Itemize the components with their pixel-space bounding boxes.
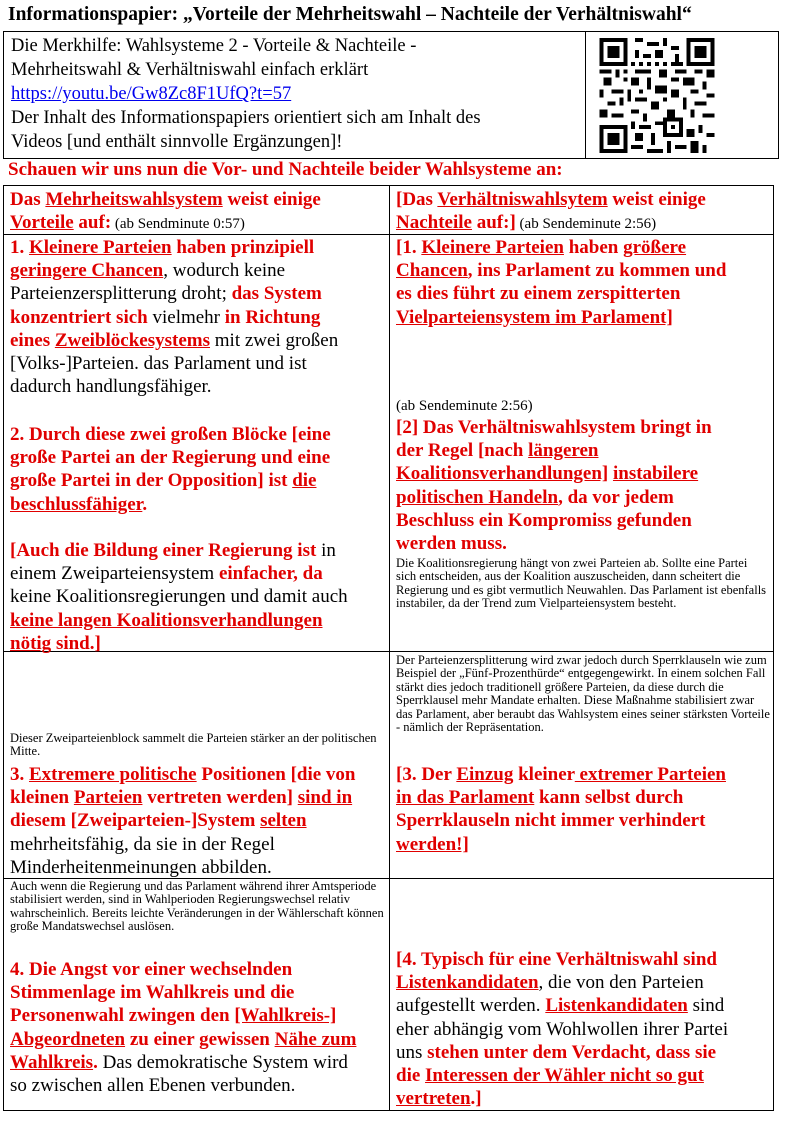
- text-fragment: die: [396, 1065, 426, 1087]
- text-fragment: konzentriert sich: [10, 306, 148, 328]
- video-info-box: [3, 31, 779, 159]
- text-fragment: in: [316, 540, 336, 561]
- text-fragment: Extremere politische: [29, 764, 197, 785]
- info-line: Mehrheitswahl & Verhältniswahl einfach erklärt: [11, 60, 369, 80]
- text-fragment: das System: [231, 283, 322, 305]
- text-fragment: [Auch die Bildung einer Regierung ist: [10, 540, 317, 561]
- text-fragment: [Das: [396, 189, 438, 210]
- text-fragment: Chancen: [396, 260, 468, 282]
- text-fragment: vertreten werden]: [142, 787, 298, 809]
- text-fragment: dadurch handlungsfähiger.: [10, 376, 212, 398]
- text-fragment: sind.]: [51, 632, 101, 654]
- text-fragment: Parteien: [73, 787, 143, 809]
- text-fragment: stehen unter dem Verdacht, dass sie: [427, 1041, 717, 1063]
- text-fragment: in das Parlament: [396, 787, 535, 809]
- text-fragment: Listenkandidaten: [545, 995, 688, 1017]
- left-point-government: [10, 539, 386, 655]
- text-fragment: Nachteile: [396, 212, 472, 234]
- text-fragment: [2] Das Verhältniswahlsystem bringt in: [396, 417, 712, 438]
- right-point-2: [396, 416, 770, 555]
- text-fragment: vielmehr: [147, 306, 225, 328]
- text-fragment: .]: [470, 1088, 482, 1110]
- text-fragment: kann selbst durch: [534, 787, 684, 809]
- text-fragment: weist einige: [607, 189, 706, 210]
- text-fragment: vertreten: [396, 1088, 471, 1110]
- text-fragment: Personenwahl zwingen den: [10, 1005, 235, 1027]
- text-fragment: [3. Der: [396, 764, 457, 785]
- text-fragment: sind in: [297, 787, 353, 809]
- text-fragment: in Richtung: [224, 306, 321, 328]
- right-note-1: [396, 557, 770, 611]
- text-fragment: 1.: [10, 237, 29, 258]
- text-fragment: Zweiblöckesystems: [54, 329, 211, 351]
- section-heading: Schauen wir uns nun die Vor- und Nachteile beider Wahlsysteme an:: [8, 159, 563, 180]
- comparison-table: [3, 185, 774, 1111]
- qr-code-cell: [585, 32, 781, 158]
- right-column-header: [396, 188, 770, 236]
- right-point-1: [396, 236, 770, 329]
- text-fragment: Interessen der Wähler nicht so gut: [425, 1065, 704, 1087]
- text-fragment: Das: [10, 189, 46, 210]
- text-fragment: keine Koalitionsregierungen und damit auch: [10, 586, 348, 608]
- text-fragment: aufgestellt werden.: [396, 995, 546, 1017]
- text-fragment: keine langen Koalitionsverhandlungen: [10, 609, 323, 631]
- text-fragment: , die von den Parteien: [538, 972, 704, 994]
- qr-code-icon: [599, 38, 715, 153]
- text-fragment: Listenkandidaten: [396, 972, 539, 994]
- text-fragment: Auch wenn die Regierung und das Parlament während ihrer Amtsperiode stabilisiert werden, sind in Wahlperioden Regierungswechsel relativ wahrscheinlich. Bereits leichte Veränderungen in der Wählerschaft können große Mandatswechsel auslösen.: [10, 879, 384, 934]
- text-fragment: Kleinere Parteien: [29, 237, 172, 258]
- text-fragment: Koalitionsverhandlungen]: [396, 463, 609, 485]
- text-fragment: längeren: [528, 440, 599, 462]
- text-fragment: Stimmenlage im Wahlkreis und die: [10, 982, 295, 1004]
- text-fragment: [Volks-]Parteien. das Parlament und ist: [10, 353, 307, 375]
- text-fragment: Positionen [die von: [196, 764, 356, 785]
- text-fragment: mit zwei großen: [210, 329, 339, 351]
- text-fragment: .: [142, 493, 148, 515]
- text-fragment: beschlussfähiger: [10, 493, 143, 515]
- text-fragment: , da vor jedem: [558, 486, 674, 508]
- text-fragment: Das demokratische System wird: [97, 1051, 348, 1073]
- text-fragment: [1.: [396, 237, 422, 258]
- text-fragment: 4. Die Angst vor einer wechselnden: [10, 959, 293, 980]
- text-fragment: Minderheitenmeinungen abbilden.: [10, 856, 272, 878]
- text-fragment: werden muss.: [396, 533, 507, 555]
- right-point-4: [396, 948, 770, 1110]
- text-fragment: so zwischen allen Ebenen verbunden.: [10, 1075, 296, 1097]
- text-fragment: 3.: [10, 764, 29, 785]
- text-fragment: weist einige: [222, 189, 321, 210]
- text-fragment: 2. Durch diese zwei großen Blöcke [eine: [10, 424, 331, 445]
- text-fragment: (ab Sendeminute 2:56): [515, 216, 657, 233]
- text-fragment: große Partei in der Opposition] ist: [10, 470, 293, 492]
- left-point-1: [10, 236, 386, 398]
- text-fragment: Dieser Zweiparteienblock sammelt die Parteien stärker an der politischen Mitte.: [10, 731, 377, 759]
- text-fragment: selten: [260, 810, 307, 832]
- text-fragment: , ins Parlament zu kommen und: [467, 260, 727, 282]
- text-fragment: kleiner: [513, 764, 575, 785]
- text-fragment: größere: [623, 237, 687, 258]
- text-fragment: Abgeordneten: [10, 1028, 126, 1050]
- left-point-3: [10, 763, 386, 879]
- text-fragment: zu einer gewissen: [125, 1028, 275, 1050]
- text-fragment: sind: [687, 995, 725, 1017]
- text-fragment: Einzug: [456, 764, 514, 785]
- text-fragment: extremer Parteien: [574, 764, 726, 785]
- text-fragment: , wodurch keine: [163, 260, 286, 282]
- text-fragment: auf:: [73, 212, 112, 234]
- video-link[interactable]: https://youtu.be/Gw8Zc8F1UfQ?t=57: [11, 84, 292, 104]
- text-fragment: [4. Typisch für eine Verhältniswahl sind: [396, 949, 717, 970]
- text-fragment: einem Zweiparteiensystem: [10, 563, 219, 585]
- text-fragment: haben: [563, 237, 624, 258]
- right-timestamp: [396, 398, 770, 415]
- text-fragment: haben prinzipiell: [171, 237, 315, 258]
- right-note-2: [396, 654, 770, 734]
- left-note-1: [10, 732, 386, 759]
- text-fragment: es dies führt zu einem zerspitterten: [396, 283, 681, 305]
- text-fragment: Vorteile: [10, 212, 74, 234]
- text-fragment: Der Parteienzersplitterung wird zwar jedoch durch Sperrklauseln wie zum Beispiel der „Fünf-Prozenthürde“ entgegengewirkt. In einem solchen Fall stärkt dies jedoch traditionell größere Parteien, da diese durch die Sperrklausel mehr Mandate erhalten. Diese Maßnahme stabilisiert zwar das Parlament, aber beraubt das Wahlsystem eines seiner stärksten Vorteile - nämlich der Repräsentation.: [396, 653, 770, 735]
- text-fragment: Sperrklauseln nicht immer verhindert: [396, 810, 706, 832]
- text-fragment: (ab Sendminute 0:57): [111, 216, 245, 233]
- text-fragment: nötig: [10, 632, 52, 654]
- text-fragment: werden!]: [396, 833, 469, 855]
- text-fragment: politischen Handeln: [396, 486, 559, 508]
- text-fragment: Vielparteiensystem im Parlament]: [396, 306, 673, 328]
- text-fragment: Beschluss ein Kompromiss gefunden: [396, 509, 692, 531]
- text-fragment: uns: [396, 1041, 428, 1063]
- text-fragment: Parteienzersplitterung droht;: [10, 283, 232, 305]
- text-fragment: große Partei an der Regierung und eine: [10, 447, 331, 469]
- text-fragment: instabilere: [612, 463, 699, 485]
- video-info-text: [11, 34, 571, 154]
- left-point-2: [10, 423, 386, 516]
- left-column-header: [10, 188, 386, 236]
- text-fragment: einfacher, da: [218, 563, 323, 585]
- text-fragment: (ab Sendeminute 2:56): [396, 398, 533, 414]
- left-note-2: [10, 880, 386, 934]
- text-fragment: die: [292, 470, 317, 492]
- text-fragment: auf:]: [471, 212, 516, 234]
- text-fragment: Verhältniswahlsytem: [437, 189, 608, 210]
- column-divider: [389, 186, 390, 1110]
- text-fragment: diesem [Zweiparteien-]System: [10, 810, 261, 832]
- info-line: Der Inhalt des Informationspapiers orientiert sich am Inhalt des: [11, 108, 481, 128]
- text-fragment: Die Koalitionsregierung hängt von zwei Parteien ab. Sollte eine Partei sich entscheiden, aus der Koalition auszuscheiden, dann scheitert die Regierung und es gibt vermutlich Neuwahlen. Das Parlament ist ebenfalls instabiler, da der Trend zum Vielparteiensystem besteht.: [396, 556, 767, 611]
- text-fragment: der Regel [nach: [396, 440, 529, 462]
- text-fragment: eher abhängig vom Wohlwollen ihrer Partei: [396, 1018, 729, 1040]
- text-fragment: geringere Chancen: [10, 260, 164, 282]
- info-line: Videos [und enthält sinnvolle Ergänzungen]!: [11, 132, 343, 152]
- page-title: Informationspapier: „Vorteile der Mehrheitswahl – Nachteile der Verhältniswahl“: [8, 4, 692, 25]
- text-fragment: eines: [10, 329, 55, 351]
- text-fragment: mehrheitsfähig, da sie in der Regel: [10, 833, 275, 855]
- text-fragment: Wahlkreis: [10, 1051, 94, 1073]
- info-line: Die Merkhilfe: Wahlsysteme 2 - Vorteile & Nachteile -: [11, 36, 417, 56]
- left-point-4: [10, 958, 386, 1097]
- text-fragment: .: [93, 1051, 98, 1073]
- text-fragment: Mehrheitswahlsystem: [45, 189, 223, 210]
- text-fragment: kleinen: [10, 787, 74, 809]
- right-point-3: [396, 763, 770, 856]
- text-fragment: Nähe zum: [274, 1028, 357, 1050]
- text-fragment: Kleinere Parteien: [421, 237, 564, 258]
- text-fragment: [Wahlkreis-]: [234, 1005, 337, 1027]
